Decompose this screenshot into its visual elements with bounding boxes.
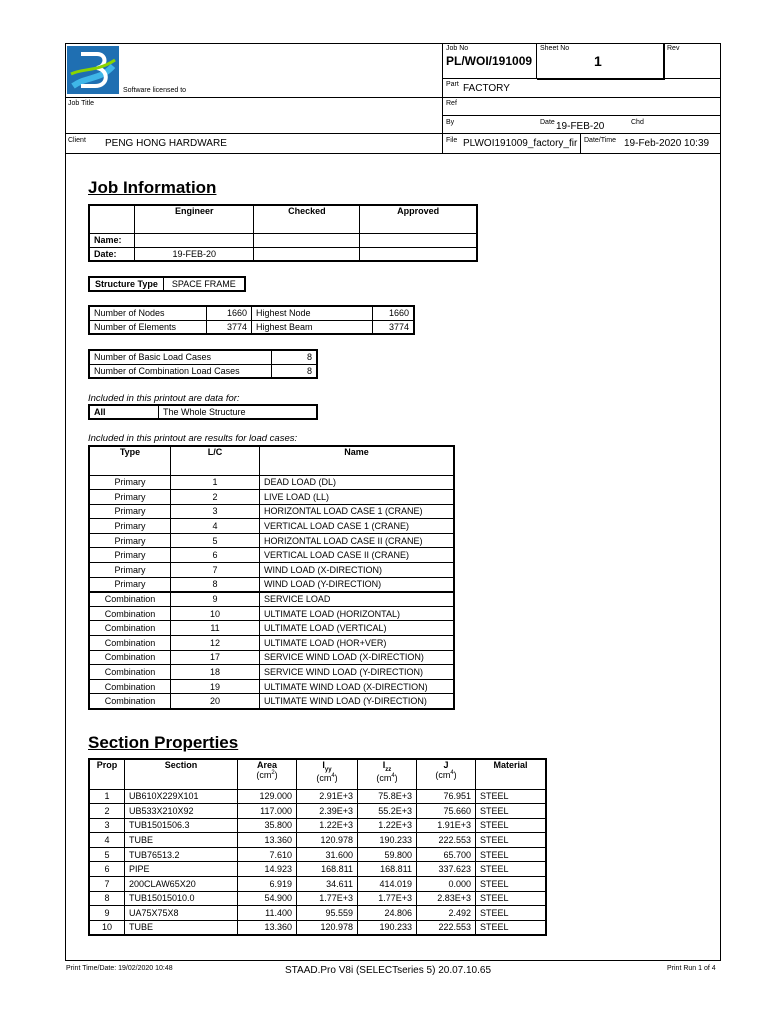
load-case-row: [89, 606, 454, 621]
nodes-label: Number of Nodes: [89, 306, 207, 320]
iyy: 120.978: [297, 833, 358, 848]
j: 337.623: [417, 862, 476, 877]
signoff-corner: [89, 205, 135, 233]
lc-type: Combination: [89, 636, 171, 651]
section-name: TUB15015010.0: [125, 891, 238, 906]
engineer-date: 19-FEB-20: [135, 247, 254, 261]
section-name: TUBE: [125, 833, 238, 848]
j: 76.951: [417, 789, 476, 804]
material: STEEL: [476, 920, 547, 935]
iyy-header: $I_{yy}$ $(cm^4)$: [297, 759, 358, 789]
col-engineer: Engineer: [135, 205, 254, 233]
section-props-title: Section Properties: [88, 733, 239, 752]
structure-type-table: [88, 276, 246, 292]
j: 2.83E+3: [417, 891, 476, 906]
part-value: FACTORY: [463, 83, 510, 94]
software-licensed-label: Software licensed to: [123, 87, 187, 94]
header-line-by: [65, 133, 721, 134]
section-name: UB533X210X92: [125, 804, 238, 819]
lc-number: 6: [171, 548, 260, 563]
area: 11.400: [238, 906, 297, 921]
load-case-row: [89, 577, 454, 592]
by-label: By: [446, 119, 455, 126]
structure-type-label: Structure Type: [89, 277, 163, 291]
j: 222.553: [417, 833, 476, 848]
datetime-value: 19-Feb-2020 10:39: [624, 138, 710, 149]
client-label: Client: [68, 137, 86, 144]
ref-label: Ref: [446, 100, 457, 107]
lc-name: LIVE LOAD (LL): [260, 490, 455, 505]
izz: 24.806: [358, 906, 417, 921]
lc-number: 18: [171, 665, 260, 680]
material: STEEL: [476, 877, 547, 892]
lc-name: DEAD LOAD (DL): [260, 475, 455, 490]
lc-type: Primary: [89, 533, 171, 548]
file-label: File: [446, 137, 458, 144]
section-name: TUB76513.2: [125, 847, 238, 862]
job-info-title: Job Information: [88, 178, 217, 197]
print-time: Print Time/Date: 19/02/2020 10:48: [66, 965, 173, 972]
sheet-no-label: Sheet No: [540, 45, 570, 52]
client-value: PENG HONG HARDWARE: [105, 138, 227, 149]
lc-type: Combination: [89, 665, 171, 680]
prop-number: 3: [89, 818, 125, 833]
date-value: 19-FEB-20: [556, 121, 605, 132]
name-label: Name:: [89, 233, 135, 247]
job-title-label: Job Title: [68, 100, 95, 107]
date-row-label: Date:: [89, 247, 135, 261]
section-name: UA75X75X8: [125, 906, 238, 921]
section-row: [89, 804, 546, 819]
prop-number: 9: [89, 906, 125, 921]
software-version: STAAD.Pro V8i (SELECTseries 5) 20.07.10.65: [285, 965, 492, 976]
izz: 1.77E+3: [358, 891, 417, 906]
section-row: [89, 920, 546, 935]
section-name: TUBE: [125, 920, 238, 935]
iyy: 1.77E+3: [297, 891, 358, 906]
section-row: [89, 847, 546, 862]
lc-number: 17: [171, 650, 260, 665]
iyy: 31.600: [297, 847, 358, 862]
lc-name: ULTIMATE LOAD (HOR+VER): [260, 636, 455, 651]
izz: 168.811: [358, 862, 417, 877]
all-value: The Whole Structure: [159, 405, 318, 419]
signoff-table: [88, 204, 478, 262]
included-data-table: [88, 404, 318, 420]
izz: 190.233: [358, 920, 417, 935]
j: 222.553: [417, 920, 476, 935]
j: 0.000: [417, 877, 476, 892]
job-no: PL/WOI/191009: [446, 54, 533, 68]
load-case-row: [89, 650, 454, 665]
sheet-no: 1: [594, 53, 602, 69]
load-case-row: [89, 533, 454, 548]
lc-number-header: L/C: [171, 446, 260, 475]
col-checked: Checked: [254, 205, 360, 233]
lc-type: Combination: [89, 621, 171, 636]
section-header: Section: [125, 759, 238, 789]
lc-name: SERVICE LOAD: [260, 592, 455, 607]
lc-type: Combination: [89, 679, 171, 694]
datetime-label: Date/Time: [584, 137, 617, 144]
lc-type: Primary: [89, 519, 171, 534]
lc-name: WIND LOAD (X-DIRECTION): [260, 563, 455, 578]
lc-type: Combination: [89, 592, 171, 607]
material-header: Material: [476, 759, 547, 789]
material: STEEL: [476, 818, 547, 833]
izz: 414.019: [358, 877, 417, 892]
iyy: 2.39E+3: [297, 804, 358, 819]
izz-header: $I_{zz}$ $(cm^4)$: [358, 759, 417, 789]
prop-header: Prop: [89, 759, 125, 789]
lc-number: 19: [171, 679, 260, 694]
prop-number: 5: [89, 847, 125, 862]
load-case-row: [89, 694, 454, 709]
header-bottom-line: [65, 153, 721, 154]
lc-number: 9: [171, 592, 260, 607]
date-label: Date: [540, 119, 555, 126]
lc-name: SERVICE WIND LOAD (X-DIRECTION): [260, 650, 455, 665]
material: STEEL: [476, 833, 547, 848]
lc-name: ULTIMATE WIND LOAD (Y-DIRECTION): [260, 694, 455, 709]
section-row: [89, 833, 546, 848]
lc-number: 1: [171, 475, 260, 490]
section-name: 200CLAW65X20: [125, 877, 238, 892]
lc-name: VERTICAL LOAD CASE 1 (CRANE): [260, 519, 455, 534]
load-case-row: [89, 621, 454, 636]
lc-number: 4: [171, 519, 260, 534]
basic-lc-value: 8: [272, 350, 318, 364]
all-label: All: [89, 405, 159, 419]
iyy: 120.978: [297, 920, 358, 935]
approved-name: [360, 233, 477, 247]
lc-name: HORIZONTAL LOAD CASE II (CRANE): [260, 533, 455, 548]
izz: 190.233: [358, 833, 417, 848]
area: 35.800: [238, 818, 297, 833]
material: STEEL: [476, 789, 547, 804]
lc-name: VERTICAL LOAD CASE II (CRANE): [260, 548, 455, 563]
combo-lc-value: 8: [272, 364, 318, 378]
load-case-row: [89, 679, 454, 694]
section-row: [89, 906, 546, 921]
lc-type: Primary: [89, 577, 171, 592]
section-row: [89, 877, 546, 892]
material: STEEL: [476, 906, 547, 921]
file-value: PLWOI191009_factory_fir: [463, 138, 578, 149]
area: 7.610: [238, 847, 297, 862]
load-case-row: [89, 490, 454, 505]
rev-label: Rev: [667, 45, 680, 52]
lc-number: 3: [171, 504, 260, 519]
basic-lc-label: Number of Basic Load Cases: [89, 350, 272, 364]
bentley-logo: [67, 46, 119, 94]
included-results-text: Included in this printout are results for load cases:: [88, 433, 298, 444]
chd-label: Chd: [631, 119, 644, 126]
prop-number: 8: [89, 891, 125, 906]
elements-label: Number of Elements: [89, 320, 207, 334]
combo-lc-label: Number of Combination Load Cases: [89, 364, 272, 378]
lc-type: Primary: [89, 548, 171, 563]
section-row: [89, 862, 546, 877]
lc-type-header: Type: [89, 446, 171, 475]
j: 75.660: [417, 804, 476, 819]
material: STEEL: [476, 804, 547, 819]
section-row: [89, 818, 546, 833]
load-count-table: [88, 349, 318, 379]
load-case-row: [89, 548, 454, 563]
load-case-row: [89, 519, 454, 534]
izz: 55.2E+3: [358, 804, 417, 819]
j: 2.492: [417, 906, 476, 921]
structure-type-value: SPACE FRAME: [163, 277, 244, 291]
load-case-row: [89, 504, 454, 519]
iyy: 2.91E+3: [297, 789, 358, 804]
izz: 59.800: [358, 847, 417, 862]
header-line-1: [65, 97, 721, 98]
material: STEEL: [476, 847, 547, 862]
load-cases-table: [88, 445, 455, 710]
prop-number: 6: [89, 862, 125, 877]
checked-date: [254, 247, 360, 261]
highest-beam-value: 3774: [373, 320, 415, 334]
lc-name-header: Name: [260, 446, 455, 475]
included-data-text: Included in this printout are data for:: [88, 393, 240, 404]
j-header: J $(cm^4)$: [417, 759, 476, 789]
highest-beam-label: Highest Beam: [252, 320, 373, 334]
lc-type: Combination: [89, 694, 171, 709]
section-name: UB610X229X101: [125, 789, 238, 804]
lc-type: Primary: [89, 475, 171, 490]
prop-number: 10: [89, 920, 125, 935]
lc-name: SERVICE WIND LOAD (Y-DIRECTION): [260, 665, 455, 680]
header-line-ref: [442, 115, 721, 116]
lc-number: 20: [171, 694, 260, 709]
nodes-value: 1660: [207, 306, 252, 320]
lc-name: ULTIMATE LOAD (HORIZONTAL): [260, 606, 455, 621]
area: 54.900: [238, 891, 297, 906]
checked-name: [254, 233, 360, 247]
lc-type: Primary: [89, 563, 171, 578]
header-vline-main: [442, 43, 443, 153]
highest-node-value: 1660: [373, 306, 415, 320]
highest-node-label: Highest Node: [252, 306, 373, 320]
iyy: 95.559: [297, 906, 358, 921]
lc-type: Combination: [89, 606, 171, 621]
approved-date: [360, 247, 477, 261]
load-case-row: [89, 636, 454, 651]
area: 129.000: [238, 789, 297, 804]
section-props-table: [88, 758, 547, 936]
iyy: 1.22E+3: [297, 818, 358, 833]
part-label: Part: [446, 81, 459, 88]
elements-value: 3774: [207, 320, 252, 334]
j: 1.91E+3: [417, 818, 476, 833]
section-name: PIPE: [125, 862, 238, 877]
lc-number: 2: [171, 490, 260, 505]
section-name: TUB1501506.3: [125, 818, 238, 833]
load-case-row: [89, 592, 454, 607]
lc-type: Primary: [89, 490, 171, 505]
section-row: [89, 789, 546, 804]
section-row: [89, 891, 546, 906]
job-no-label: Job No: [446, 45, 469, 52]
load-case-row: [89, 563, 454, 578]
lc-number: 8: [171, 577, 260, 592]
lc-type: Combination: [89, 650, 171, 665]
col-approved: Approved: [360, 205, 477, 233]
lc-type: Primary: [89, 504, 171, 519]
lc-name: WIND LOAD (Y-DIRECTION): [260, 577, 455, 592]
prop-number: 2: [89, 804, 125, 819]
lc-number: 11: [171, 621, 260, 636]
lc-number: 5: [171, 533, 260, 548]
izz: 75.8E+3: [358, 789, 417, 804]
material: STEEL: [476, 891, 547, 906]
area-header: Area $(cm^2)$: [238, 759, 297, 789]
header-vline-datetime: [580, 133, 581, 153]
area: 6.919: [238, 877, 297, 892]
load-case-row: [89, 665, 454, 680]
lc-name: ULTIMATE LOAD (VERTICAL): [260, 621, 455, 636]
lc-name: HORIZONTAL LOAD CASE 1 (CRANE): [260, 504, 455, 519]
lc-number: 10: [171, 606, 260, 621]
prop-number: 7: [89, 877, 125, 892]
load-case-row: [89, 475, 454, 490]
area: 14.923: [238, 862, 297, 877]
iyy: 34.611: [297, 877, 358, 892]
izz: 1.22E+3: [358, 818, 417, 833]
nodes-table: [88, 305, 415, 335]
lc-name: ULTIMATE WIND LOAD (X-DIRECTION): [260, 679, 455, 694]
prop-number: 1: [89, 789, 125, 804]
area: 13.360: [238, 920, 297, 935]
print-run: Print Run 1 of 4: [667, 965, 716, 972]
prop-number: 4: [89, 833, 125, 848]
lc-number: 12: [171, 636, 260, 651]
iyy: 168.811: [297, 862, 358, 877]
lc-number: 7: [171, 563, 260, 578]
j: 65.700: [417, 847, 476, 862]
engineer-name: [135, 233, 254, 247]
area: 117.000: [238, 804, 297, 819]
material: STEEL: [476, 862, 547, 877]
area: 13.360: [238, 833, 297, 848]
